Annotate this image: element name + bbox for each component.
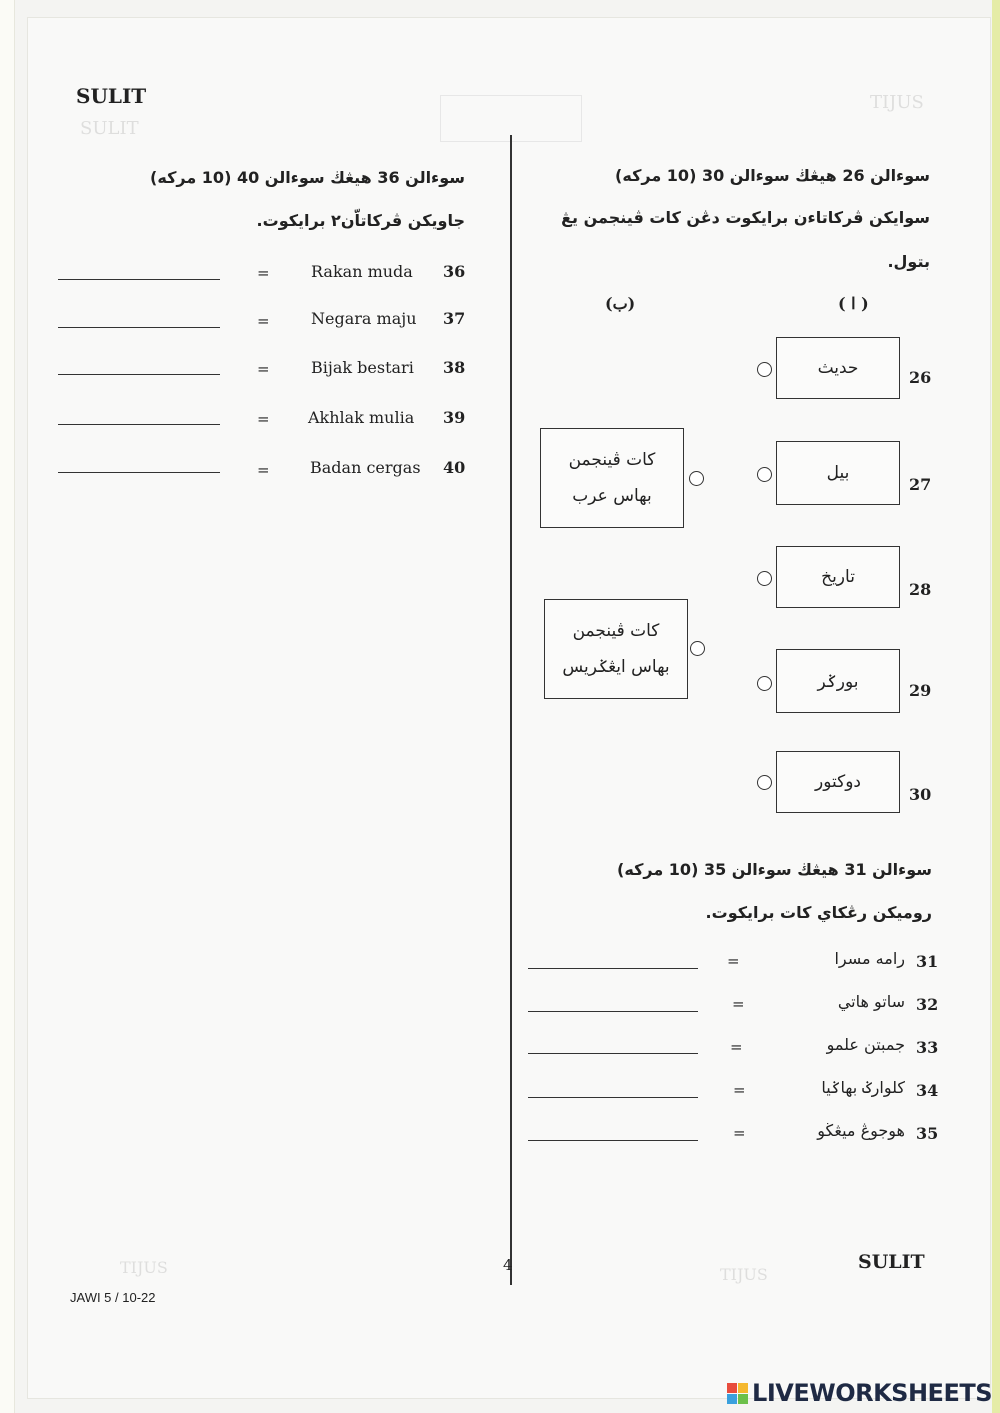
equals-sign: =	[733, 1081, 746, 1099]
liveworksheets-logo	[727, 1379, 992, 1407]
question-number: 28	[909, 580, 932, 599]
column-a-label: ( ا )	[838, 294, 869, 313]
match-word: بورݢر	[817, 671, 859, 692]
answer-input-38[interactable]	[58, 350, 224, 376]
match-connector-dot[interactable]	[757, 676, 772, 691]
question-number: 32	[916, 995, 939, 1014]
answer-input-34[interactable]	[528, 1073, 702, 1099]
question-number: 34	[916, 1081, 939, 1100]
equals-sign: =	[732, 995, 745, 1013]
question-number: 37	[443, 309, 466, 328]
match-connector-dot[interactable]	[757, 775, 772, 790]
match-word: تاريخ	[821, 567, 855, 587]
bleed-through-text: TIJUS	[720, 1265, 768, 1284]
footer-sulit: SULIT	[858, 1251, 925, 1273]
option-box	[540, 428, 684, 528]
match-word-box	[776, 751, 900, 813]
page-left-edge	[0, 0, 15, 1413]
option-line-2: بهاس ايڠݢريس	[562, 657, 670, 677]
question-text: Bijak bestari	[311, 358, 414, 377]
equals-sign: =	[257, 264, 270, 282]
match-connector-dot[interactable]	[757, 362, 772, 377]
liveworksheets-logo-text: LIVEWORKSHEETS	[752, 1379, 992, 1407]
equals-sign: =	[257, 360, 270, 378]
match-connector-dot[interactable]	[757, 571, 772, 586]
right-instruction-text-cont: بتول.	[887, 252, 930, 271]
answer-input-32[interactable]	[528, 987, 702, 1013]
question-text: Rakan muda	[311, 262, 413, 281]
column-divider	[510, 135, 512, 1285]
question-number: 29	[909, 681, 932, 700]
question-number: 35	[916, 1124, 939, 1143]
jawi-phrase: ساتو هاتي	[837, 992, 905, 1011]
equals-sign: =	[257, 461, 270, 479]
match-word-box	[776, 649, 900, 713]
match-word-box	[776, 337, 900, 399]
match-connector-dot[interactable]	[757, 467, 772, 482]
question-number: 33	[916, 1038, 939, 1057]
equals-sign: =	[733, 1124, 746, 1142]
question-text: Badan cergas	[310, 458, 421, 477]
question-number: 39	[443, 408, 466, 427]
equals-sign: =	[730, 1038, 743, 1056]
match-word: دوكتور	[815, 772, 861, 792]
question-text: Akhlak mulia	[308, 408, 415, 427]
header-sulit: SULIT	[76, 84, 147, 108]
answer-input-39[interactable]	[58, 400, 224, 426]
liveworksheets-logo-icon	[727, 1383, 748, 1404]
question-number: 36	[443, 262, 466, 281]
question-number: 26	[909, 368, 932, 387]
left-instruction-text: جاويكن ڤركاتاّن٢ برايكوت.	[256, 211, 465, 230]
question-number: 40	[443, 458, 466, 477]
romanize-instruction-range: سوءالن 31 هيڠڬ سوءالن 35 (10 مركه)	[617, 860, 932, 879]
right-instruction-text: سوايكن ڤركاتاءن برايكوت دڠن كات ڤينجمن يڠ	[561, 208, 930, 227]
page-number: 4	[503, 1256, 513, 1274]
left-instruction-range: سوءالن 36 هيڠڬ سوءالن 40 (10 مركه)	[150, 168, 465, 187]
jawi-phrase: رامه مسرا	[834, 949, 905, 968]
jawi-phrase: كلوارݢ بهاݢيا	[821, 1078, 905, 1097]
question-number: 27	[909, 475, 932, 494]
match-connector-dot[interactable]	[689, 471, 704, 486]
question-number: 31	[916, 952, 939, 971]
question-number: 38	[443, 358, 466, 377]
equals-sign: =	[257, 312, 270, 330]
equals-sign: =	[257, 410, 270, 428]
column-b-label: (ب)	[605, 294, 636, 313]
match-word: حديث	[817, 358, 859, 378]
bleed-through-text: TIJUS	[120, 1258, 168, 1277]
option-line-1: كات ڤينجمن	[572, 621, 660, 641]
equals-sign: =	[727, 952, 740, 970]
match-word-box	[776, 441, 900, 505]
match-word: بيل	[826, 463, 850, 483]
question-text: Negara maju	[311, 309, 417, 328]
match-connector-dot[interactable]	[690, 641, 705, 656]
bleed-through-text: TIJUS	[870, 92, 924, 113]
answer-input-36[interactable]	[58, 255, 224, 281]
page-right-edge	[992, 0, 1000, 1413]
jawi-phrase: هوجوڠ ميڠڬو	[817, 1121, 905, 1140]
bleed-through-text: SULIT	[80, 118, 139, 139]
option-line-1: كات ڤينجمن	[568, 450, 656, 470]
jawi-phrase: جمبتن علمو	[826, 1035, 905, 1054]
romanize-instruction-text: روميكن رڠكاي كات برايكوت.	[705, 903, 932, 922]
answer-input-31[interactable]	[528, 944, 702, 970]
question-number: 30	[909, 785, 932, 804]
answer-input-40[interactable]	[58, 448, 224, 474]
option-line-2: بهاس عرب	[572, 486, 652, 506]
right-instruction-range: سوءالن 26 هيڠڬ سوءالن 30 (10 مركه)	[615, 166, 930, 185]
paper-code: JAWI 5 / 10-22	[70, 1290, 156, 1305]
answer-input-33[interactable]	[528, 1029, 702, 1055]
answer-input-37[interactable]	[58, 303, 224, 329]
match-word-box	[776, 546, 900, 608]
option-box	[544, 599, 688, 699]
answer-input-35[interactable]	[528, 1116, 702, 1142]
